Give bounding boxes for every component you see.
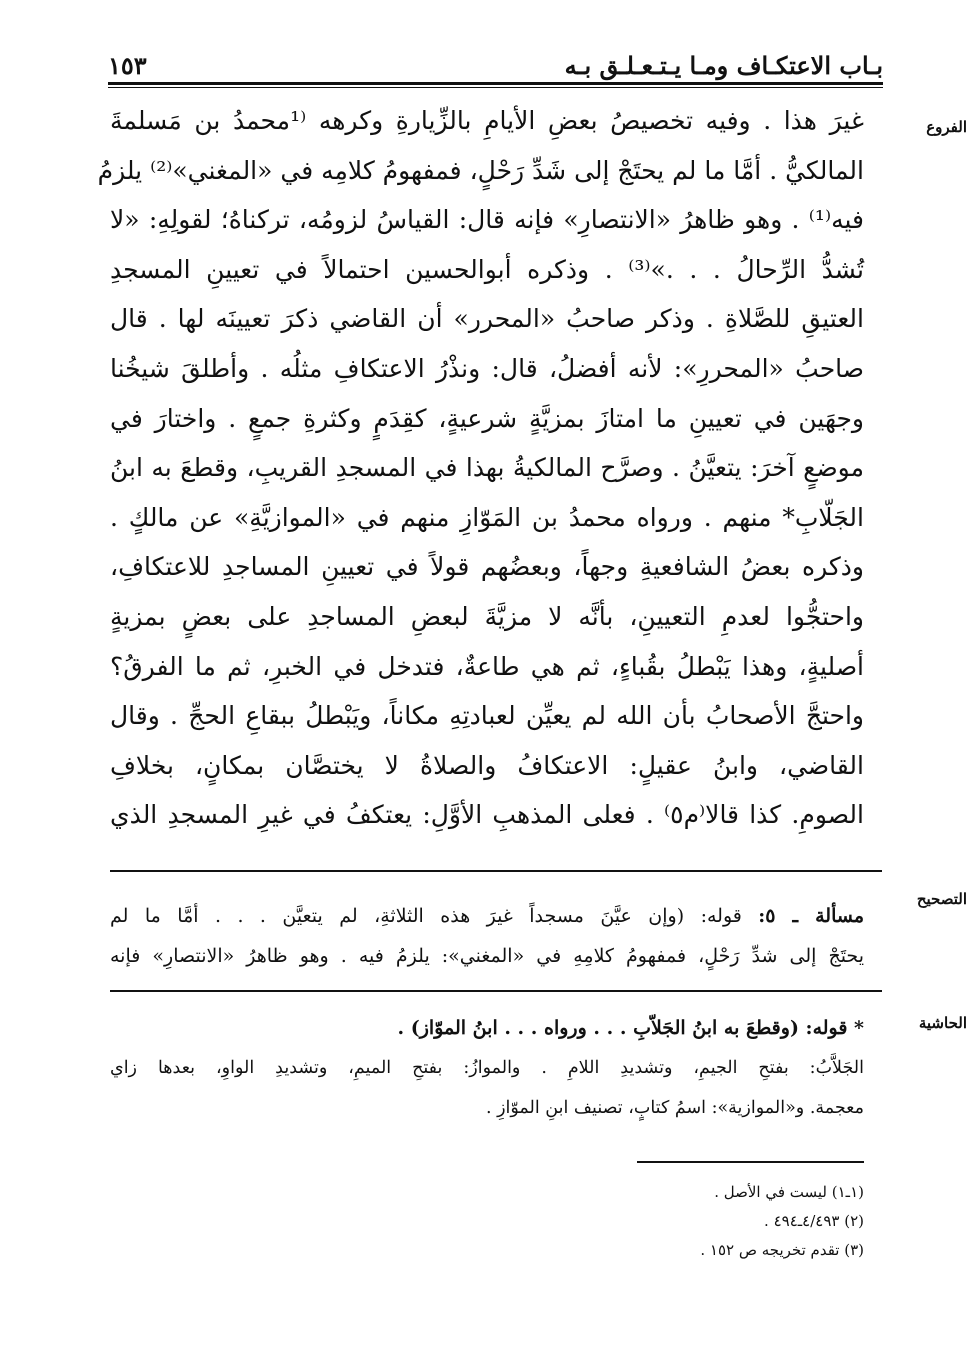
main-line: المالكيُّ . أمَّا ما لم يحتَجْ إلى شَدِّ رَحْلٍ، فمفهومُ كلامِه في «المغني»⁽²⁾ يلزمُ xyxy=(97,155,864,185)
section-rule xyxy=(110,990,882,992)
hashiya-line: معجمة. و«الموازية»: اسمُ كتابٍ، تصنيف ابنِ الموّازِ . xyxy=(485,1098,864,1118)
main-line: تُشدُّ الرِّحالُ . . .»⁽³⁾ . وذكره أبوالحسين احتمالاً في تعيينِ المسجدِ xyxy=(110,254,865,284)
tashih-line-text: قوله: (وإن عيَّنَ مسجداً غيرَ هذه الثلاثةِ، لم يتعيَّن . . . أمَّا ما لم xyxy=(110,905,759,927)
footnote: (٣) تقدم تخريجه ص ١٥٢ . xyxy=(700,1241,864,1259)
main-line: واحتجُّوا لعدمِ التعيينِ، بأنَّه لا مزيَّةَ لبعضِ المساجدِ على بعضٍ بمزيةٍ xyxy=(110,601,864,631)
tashih-line xyxy=(110,896,864,936)
issue-label: مسألة ـ ٥: xyxy=(758,905,865,927)
page-header xyxy=(108,34,883,78)
main-line: الجَلّابِ* منهم . ورواه محمدُ بن المَوّازِ منهم في «الموازيَّةِ» عن مالكٍ . xyxy=(110,502,864,532)
chapter-title: بـاب الاعتكـاف ومـا يـتـعـلـق بـه xyxy=(564,51,883,80)
main-line: صاحبُ «المحررِ»: لأنه أفضلُ، قال: ونذْرُ الاعتكافِ مثلُه . وأطلقَ شيخُنا xyxy=(110,353,864,383)
label-tashih: التصحيح xyxy=(916,890,967,908)
label-hashiya: الحاشية xyxy=(918,1014,967,1032)
main-line: وذكره بعضُ الشافعيةِ وجهاً، وبعضُهم قولاً في تعيينِ المساجدِ للاعتكافِ، xyxy=(110,552,864,582)
footnote: (١ـ١) ليست في الأصل . xyxy=(714,1183,864,1201)
main-text xyxy=(97,96,865,840)
page-number: ١٥٣ xyxy=(108,51,147,80)
main-line: موضعٍ آخرَ: يتعيَّنُ . وصرَّح المالكيةُ بهذا في المسجدِ القريبِ، وقطعَ به ابنُ xyxy=(110,453,864,483)
hashiya-heading: * قوله: (وقطعَ به ابنُ الجَلاّبِ . . . ورواه . . . ابنُ الموّاز) . xyxy=(397,1017,864,1039)
tashih-line xyxy=(110,936,864,976)
footnote-rule xyxy=(637,1161,864,1163)
footnotes xyxy=(500,1178,864,1265)
header-rule xyxy=(108,82,883,88)
tashih-line-text: يحتَجْ إلى شدِّ رَحْلٍ، فمفهومُ كلامِهِ في «المغني»: يلزمُ فيه . وهو ظاهرُ «الانتصارِ» فإنه xyxy=(110,945,864,967)
main-line: الصومِ. كذا قالا⁽م٥⁾ . فعلى المذهبِ الأوَّلِ: يعتكفُ في غيرِ المسجدِ الذي xyxy=(110,800,864,830)
main-line: وجهَين في تعيينِ ما امتازَ بمزيَّةٍ شرعيةٍ، كقِدَمٍ وكثرةِ جمعٍ . واختارَ في xyxy=(110,403,864,433)
main-line: فيه⁽¹⁾ . وهو ظاهرُ «الانتصارِ» فإنه قال: القياسُ لزومُه، تركناهُ؛ لقولِهِ: «لا xyxy=(110,205,864,235)
hashiya-text xyxy=(110,1008,864,1128)
label-furu: الفروع xyxy=(926,118,967,136)
footnote: (٢) ٤/٤٩٣ـ٤٩٤ . xyxy=(764,1212,864,1230)
tashih-text xyxy=(110,896,864,976)
section-rule xyxy=(110,870,882,872)
main-line: غيرَ هذا . وفيه تخصيصُ بعضِ الأيامِ بالزِّيارةِ وكرهه ⁽¹محمدُ بن مَسلمةَ xyxy=(110,106,864,135)
main-line: العتيقِ للصَّلاةِ . وذكر صاحبُ «المحرر» أن القاضي ذكرَ تعيينَه لها . قال xyxy=(110,304,864,334)
main-line: أصليةٍ، وهذا يَبْطلُ بقُباءٍ، ثم هي طاعةٌ، فتدخل في الخبرِ، ثم ما الفرقُ؟ xyxy=(110,651,864,681)
main-line: القاضي، وابنُ عقيلٍ: الاعتكافُ والصلاةُ لا يختصَّان بمكانٍ، بخلافِ xyxy=(110,750,864,780)
hashiya-line: الجَلاَّبُ: بفتحِ الجيمِ، وتشديدِ اللامِ . والموازُ: بفتحِ الميمِ، وتشديدِ الواوِ، بعدها زاي xyxy=(110,1058,864,1078)
main-line: واحتجَّ الأصحابُ بأن الله لم يعيِّن لعبادتِهِ مكاناً، ويَبْطلُ ببقاعِ الحجِّ . وقال xyxy=(110,701,864,731)
